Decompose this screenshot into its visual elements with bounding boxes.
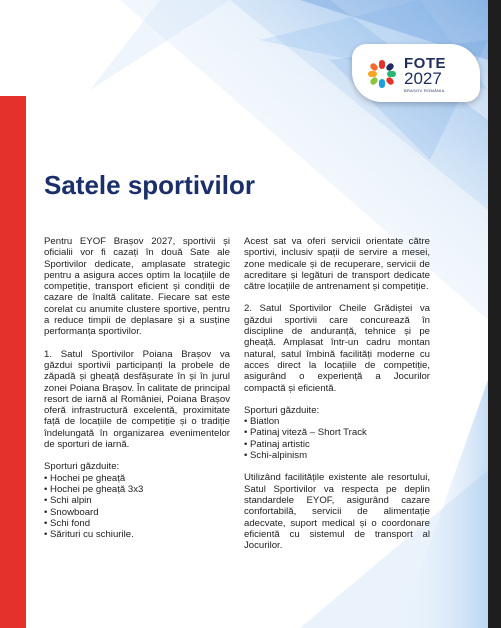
list-item: • Patinaj viteză – Short Track xyxy=(244,427,430,438)
list-item: • Schi alpin xyxy=(44,495,230,506)
right-column xyxy=(244,236,430,562)
sports-list-cheile xyxy=(244,416,430,461)
left-column xyxy=(44,236,230,551)
list-item: • Schi-alpinism xyxy=(244,450,430,461)
fote-flower-icon xyxy=(366,58,398,90)
list-item: • Hochei pe gheață 3x3 xyxy=(44,484,230,495)
sports-heading-poiana: Sporturi găzduite: xyxy=(44,461,120,473)
list-item: • Patinaj artistic xyxy=(244,439,430,450)
list-item: • Snowboard xyxy=(44,507,230,518)
sports-list-poiana xyxy=(44,473,230,541)
list-item: • Hochei pe gheață xyxy=(44,473,230,484)
list-item: • Schi fond xyxy=(44,518,230,529)
page-title: Satele sportivilor xyxy=(44,170,255,200)
services-paragraph: Acest sat va oferi servicii orientate către sportivi, inclusiv spații de servire a mesei, zone medicale și de recuperare, servicii de acreditare și legături de transport dedicate către locațiile de antrenament și competiție. xyxy=(244,236,430,293)
red-accent-bar xyxy=(0,96,26,628)
logo-year: 2027 xyxy=(404,69,442,88)
village-poiana-paragraph: 1. Satul Sportivilor Poiana Brașov va găzdui sportivii participanți la probele de zăpadă și gheață desfășurate în și în jurul zonei Poiana Brașov. În calitate de principal resort de iarnă al României, Poiana Brașov oferă infrastructură excelentă, proximitate față de locațiile de competiție și o tradiție îndelungată în organizarea evenimentelor de sporturi de iarnă. xyxy=(44,348,230,451)
sports-heading-cheile: Sporturi găzduite: xyxy=(244,404,320,416)
closing-paragraph: Utilizând facilitățile existente ale resortului, Satul Sportivilor va respecta pe deplin standardele EYOF, asigurând cazare confortabilă, servicii de alimentație adecvate, suport medical și o coordonare eficientă cu sistemul de transport al Jocurilor. xyxy=(244,472,430,552)
list-item: • Sărituri cu schiurile. xyxy=(44,529,230,540)
list-item: • Biatlon xyxy=(244,416,430,427)
intro-paragraph: Pentru EYOF Brașov 2027, sportivii și oficialii vor fi cazați în două Sate ale Sportivilor dedicate, amplasate strategic pentru a asigura acces optim la locațiile de competiție, transport eficient și condiții de cazare de înaltă calitate. Fiecare sat este corelat cu anumite clustere sportive, pentru a reduce timpii de deplasare și a susține performanța sportivilor. xyxy=(44,236,230,338)
village-cheile-paragraph: 2. Satul Sportivilor Cheile Grădiștei va găzdui sportivii care concurează în discipline de anduranță, tehnice și pe gheață. Amplasat într-un cadru montan natural, satul îmbină facilități moderne cu acces direct la locațiile de competiție, asigurând o experiență a Jocurilor compactă și eficientă. xyxy=(244,303,430,394)
logo-subtitle: BRAȘOV ROMÂNIA xyxy=(404,88,445,93)
logo-title: FOTE xyxy=(404,55,446,72)
fote-logo xyxy=(352,44,480,102)
